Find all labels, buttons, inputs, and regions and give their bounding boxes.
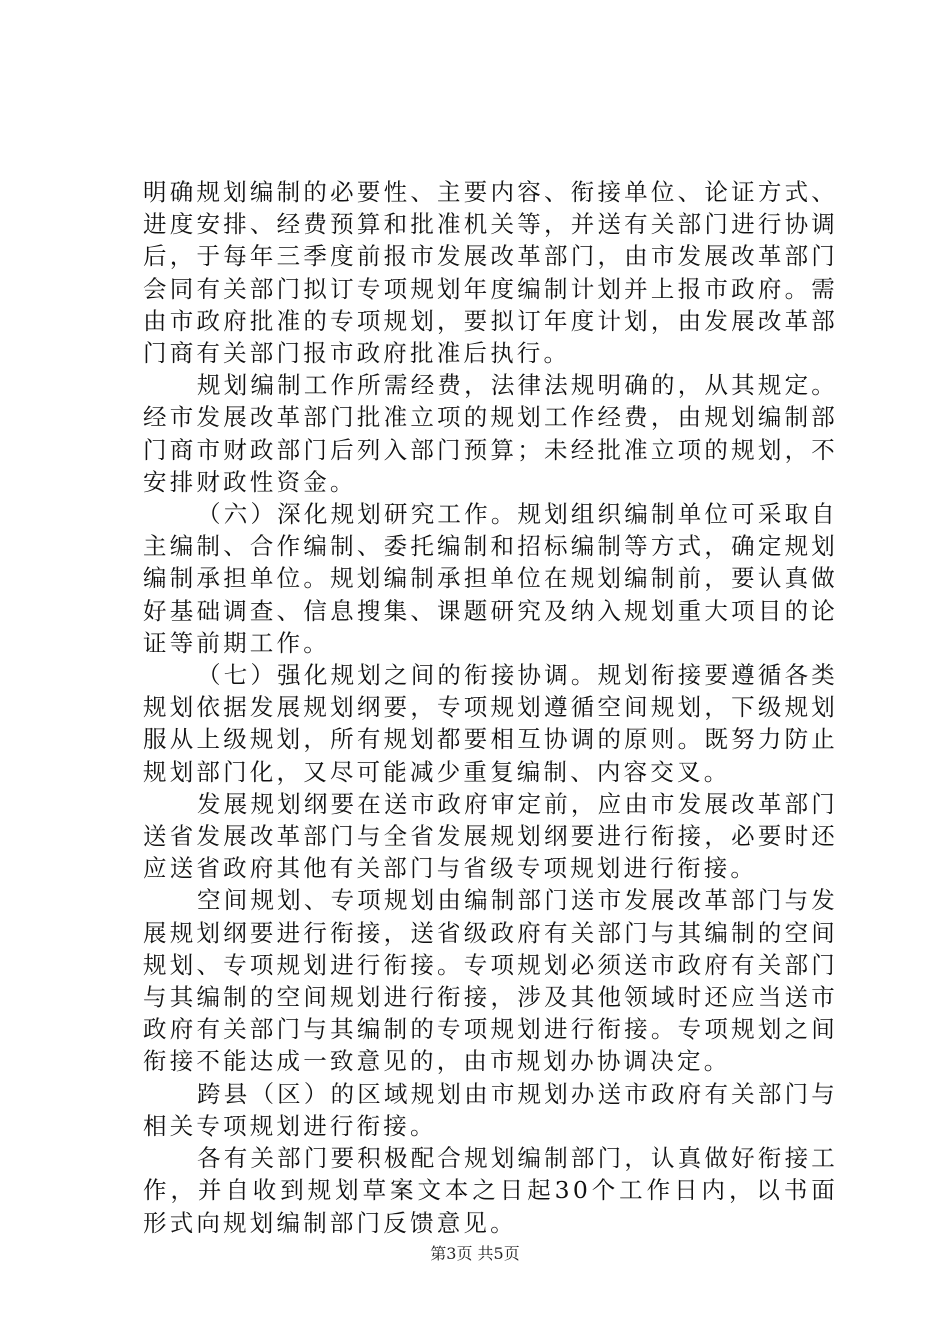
- paragraph-development-plan: 发展规划纲要在送市政府审定前，应由市发展改革部门送省发展改革部门与全省发展规划纲要进行衔接，必要时还应送省政府其他有关部门与省级专项规划进行衔接。: [143, 789, 838, 883]
- paragraph-spatial-plan: 空间规划、专项规划由编制部门送市发展改革部门与发展规划纲要进行衔接，送省级政府有关部门与其编制的空间规划、专项规划进行衔接。专项规划必须送市政府有关部门与其编制的空间规划进行衔接，涉及其他领域时还应当送市政府有关部门与其编制的专项规划进行衔接。专项规划之间衔接不能达成一致意见的，由市规划办协调决定。: [143, 886, 838, 1076]
- paragraph-regional-plan: 跨县（区）的区域规划由市规划办送市政府有关部门与相关专项规划进行衔接。: [143, 1079, 838, 1140]
- paragraph-section-6: （六）深化规划研究工作。规划组织编制单位可采取自主编制、合作编制、委托编制和招标编制等方式，确定规划编制承担单位。规划编制承担单位在规划编制前，要认真做好基础调查、信息搜集、课题研究及纳入规划重大项目的论证等前期工作。: [143, 500, 838, 657]
- paragraph-continuation: 明确规划编制的必要性、主要内容、衔接单位、论证方式、进度安排、经费预算和批准机关等，并送有关部门进行协调后，于每年三季度前报市发展改革部门，由市发展改革部门会同有关部门拟订专项规划年度编制计划并上报市政府。需由市政府批准的专项规划，要拟订年度计划，由发展改革部门商有关部门报市政府批准后执行。: [143, 178, 838, 368]
- document-body: [143, 176, 838, 1239]
- paragraph-funding: 规划编制工作所需经费，法律法规明确的，从其规定。经市发展改革部门批准立项的规划工作经费，由规划编制部门商市财政部门后列入部门预算；未经批准立项的规划，不安排财政性资金。: [143, 371, 838, 496]
- page-footer: [0, 1244, 950, 1264]
- paragraph-section-7: （七）强化规划之间的衔接协调。规划衔接要遵循各类规划依据发展规划纲要，专项规划遵循空间规划，下级规划服从上级规划，所有规划都要相互协调的原则。既努力防止规划部门化，又尽可能减少重复编制、内容交叉。: [143, 661, 838, 786]
- page-number: 第3页 共5页: [430, 1244, 520, 1263]
- paragraph-feedback: 各有关部门要积极配合规划编制部门，认真做好衔接工作，并自收到规划草案文本之日起30个工作日内，以书面形式向规划编制部门反馈意见。: [143, 1144, 838, 1237]
